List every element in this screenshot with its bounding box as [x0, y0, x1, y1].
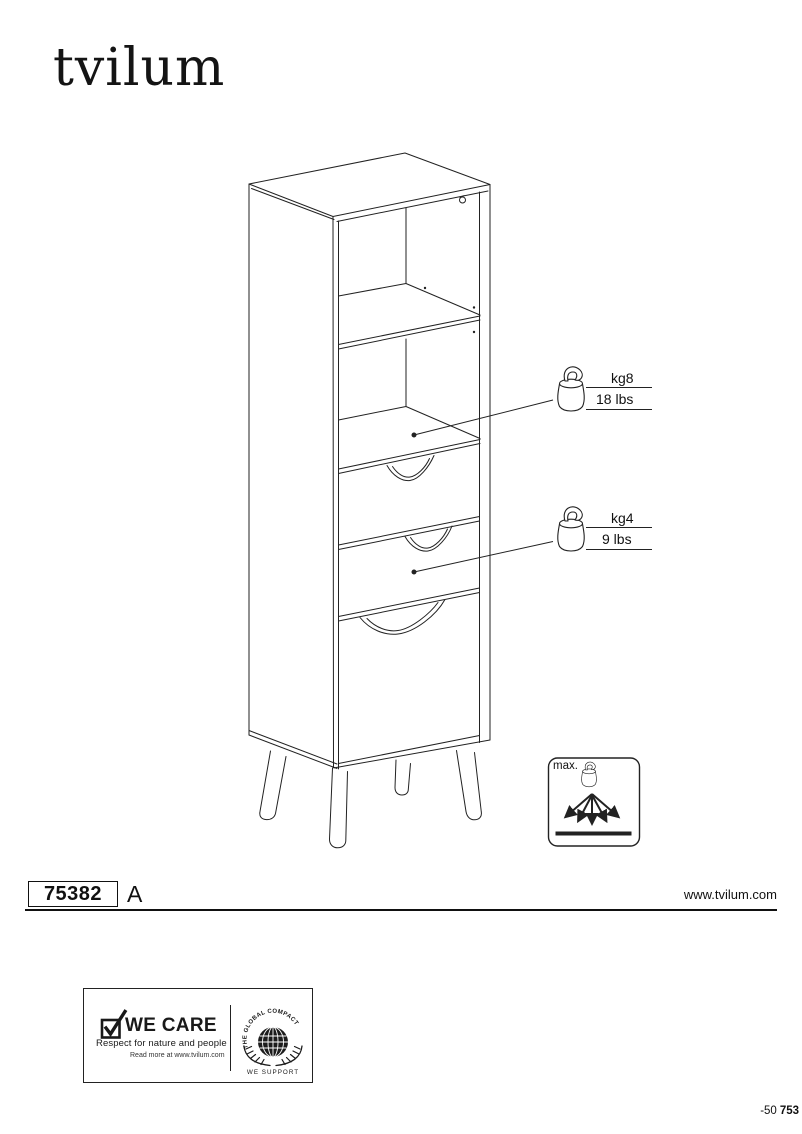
model-number-box	[28, 881, 118, 907]
global-compact-arc-text: THE GLOBAL COMPACT	[242, 1008, 300, 1050]
cabinet-drawing	[249, 153, 490, 848]
load-surface-bar	[556, 832, 632, 836]
cam-hole-detail	[460, 197, 466, 203]
brand-logo: tvilum	[53, 38, 226, 98]
globe-icon	[258, 1027, 288, 1057]
model-number: 75382	[43, 882, 103, 905]
footer-rule	[25, 909, 777, 911]
we-care-card	[83, 988, 313, 1083]
revision-letter: A	[127, 881, 143, 907]
shelf-load-kg-label: kg8	[611, 370, 634, 386]
we-support-text: WE SUPPORT	[246, 1069, 300, 1076]
card-divider	[230, 1005, 231, 1071]
page-code-prefix: -50	[760, 1105, 777, 1117]
max-weight-icon	[582, 762, 597, 787]
shelf-load-lbs-label: 18 lbs	[596, 391, 634, 407]
we-care-read-more: Read more at www.tvilum.com	[130, 1052, 225, 1059]
we-care-subtitle: Respect for nature and people	[96, 1038, 227, 1049]
shelf-weight-icon	[558, 367, 584, 411]
drawer-weight-icon	[558, 507, 584, 551]
max-load-label: max.	[553, 760, 578, 772]
drawer-load-kg-label: kg4	[611, 510, 634, 526]
un-global-compact-logo	[236, 999, 312, 1079]
page-code	[760, 1105, 799, 1117]
leader-lines	[412, 400, 553, 574]
spread-load-arrows	[566, 794, 618, 823]
website-url: www.tvilum.com	[683, 887, 777, 902]
page-code-number: 753	[779, 1105, 799, 1117]
we-care-title: WE CARE	[125, 1015, 217, 1036]
drawer-load-lbs-label: 9 lbs	[602, 531, 632, 547]
